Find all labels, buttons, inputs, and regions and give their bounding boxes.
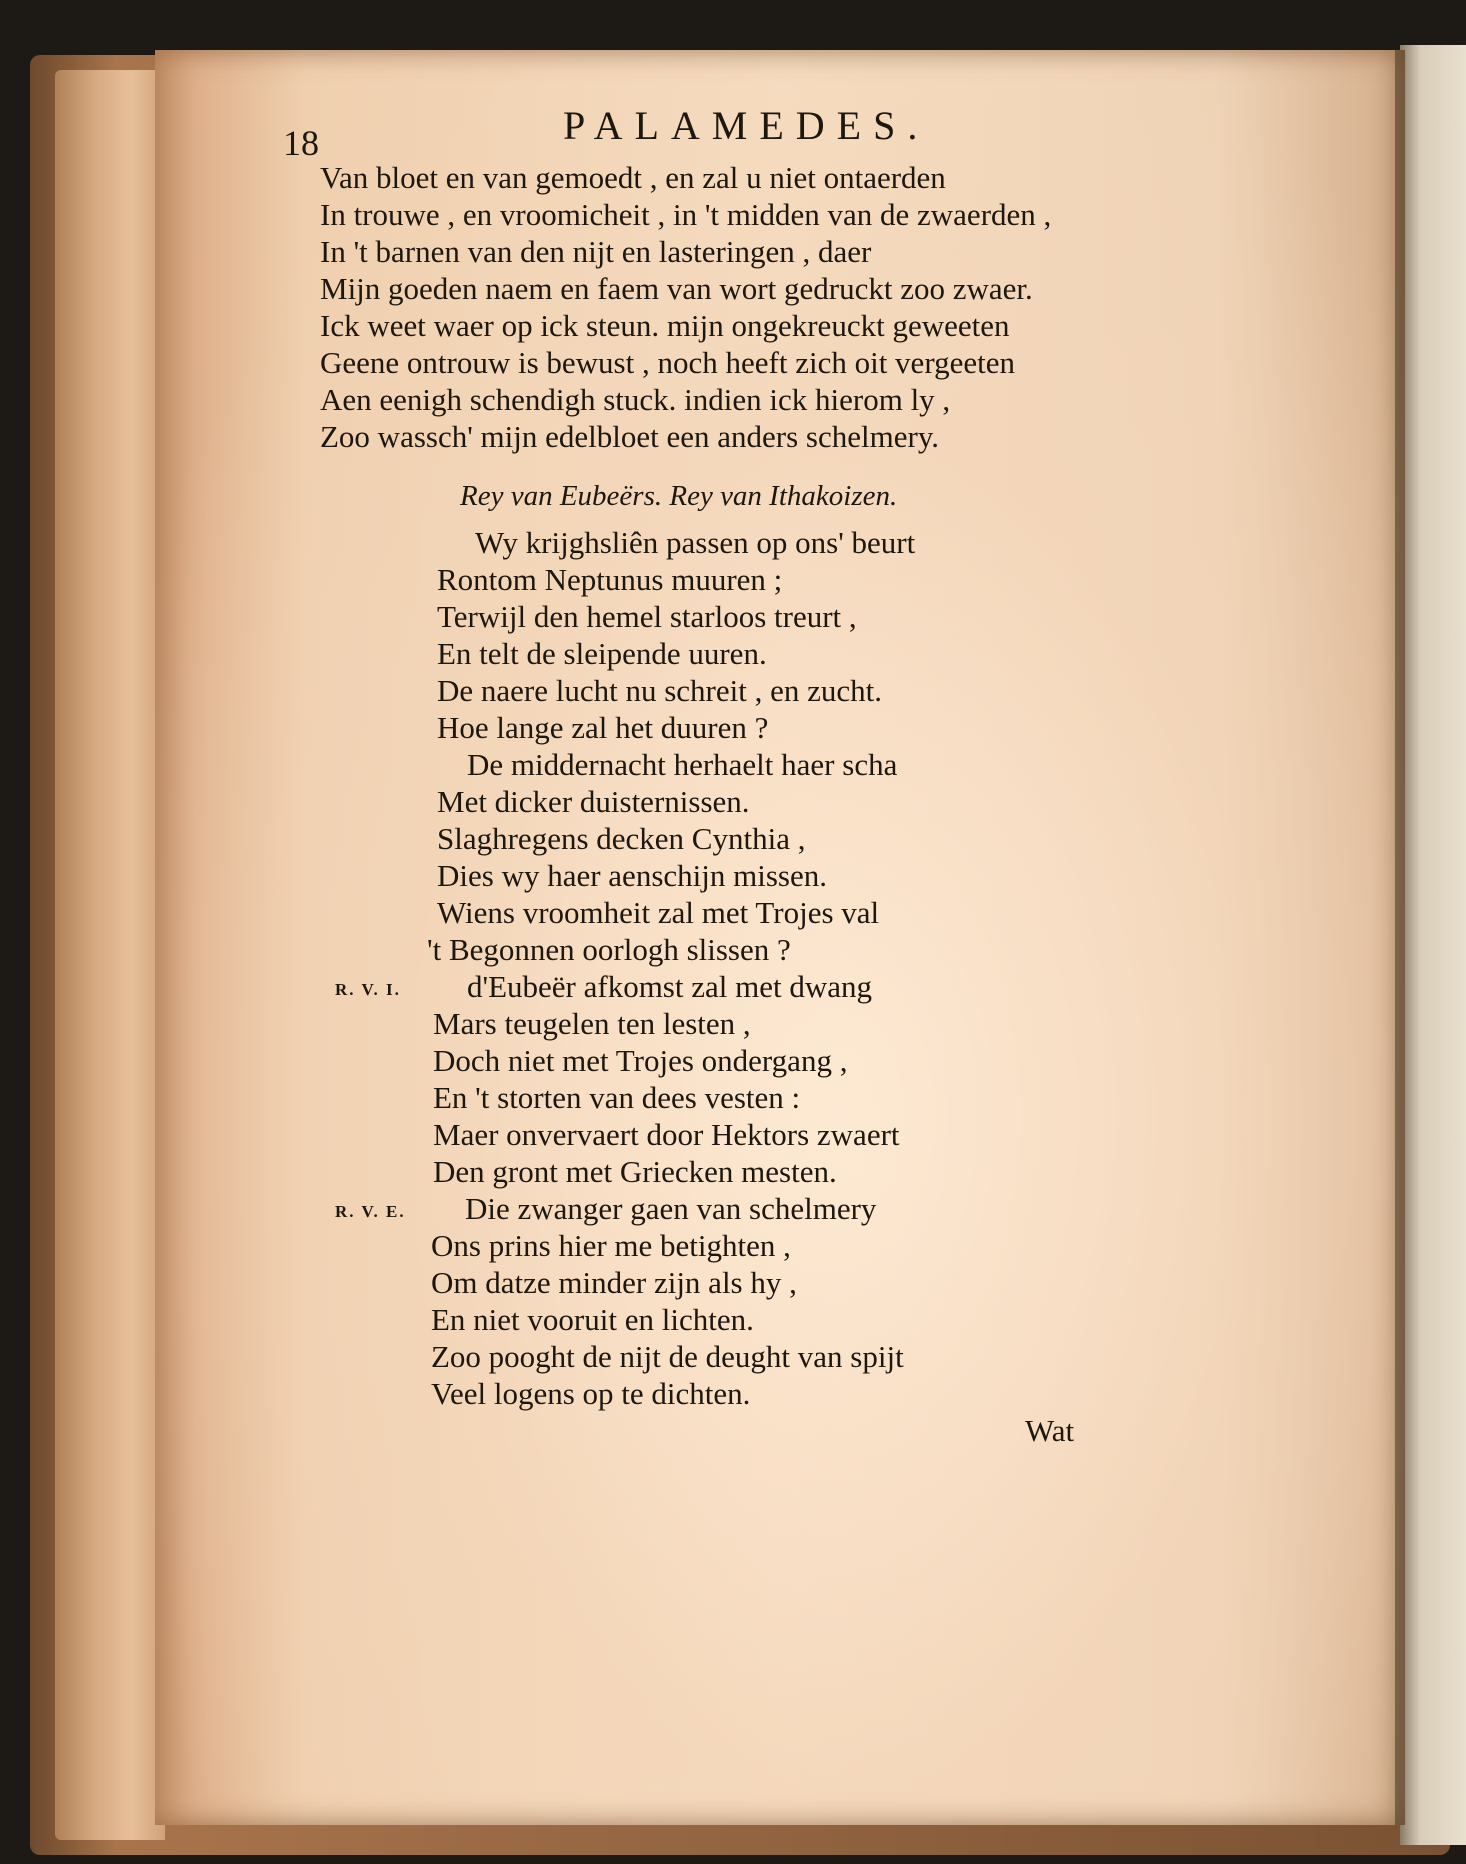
verse-line: Mijn goeden naem en faem van wort gedruckt zoo zwaer.	[320, 271, 1033, 306]
chorus-line: En telt de sleipende uuren.	[437, 636, 767, 671]
chorus-line: Dies wy haer aenschijn missen.	[437, 858, 827, 893]
stanza-line: Doch niet met Trojes ondergang ,	[433, 1043, 848, 1078]
chorus-line: Rontom Neptunus muuren ;	[437, 562, 783, 597]
stanza-line: Maer onvervaert door Hektors zwaert	[433, 1117, 900, 1152]
stanza-line: Den gront met Griecken mesten.	[433, 1154, 837, 1189]
verse-line: Ick weet waer op ick steun. mijn ongekreuckt geweeten	[320, 308, 1010, 343]
chorus-line: Wiens vroomheit zal met Trojes val	[437, 895, 880, 930]
verse-line: Van bloet en van gemoedt , en zal u niet ontaerden	[320, 160, 946, 195]
chorus-line: Hoe lange zal het duuren ?	[437, 710, 769, 745]
chorus-heading: Rey van Eubeërs. Rey van Ithakoizen.	[460, 480, 898, 512]
chorus-line: Terwijl den hemel starloos treurt ,	[437, 599, 857, 634]
chorus-line: De middernacht herhaelt haer scha	[467, 747, 898, 782]
running-head: PALAMEDES.	[563, 103, 930, 148]
verse-line: Geene ontrouw is bewust , noch heeft zich oit vergeeten	[320, 345, 1015, 380]
stanza-line: En 't storten van dees vesten :	[433, 1080, 801, 1115]
gutter-shadow	[1395, 50, 1405, 1825]
chorus-line: Met dicker duisternissen.	[437, 784, 750, 819]
catchword: Wat	[1025, 1413, 1075, 1448]
stanza-line: Die zwanger gaen van schelmery	[465, 1191, 877, 1226]
book-page	[155, 50, 1405, 1825]
page-edges	[55, 70, 165, 1840]
stanza-line: Om datze minder zijn als hy ,	[431, 1265, 797, 1300]
verse-line: Zoo wassch' mijn edelbloet een anders schelmery.	[320, 419, 940, 454]
stanza-line: Zoo pooght de nijt de deught van spijt	[431, 1339, 904, 1374]
stanza-line: Veel logens op te dichten.	[431, 1376, 751, 1411]
speaker-label: R. V. I.	[335, 980, 401, 999]
chorus-line: 't Begonnen oorlogh slissen ?	[427, 932, 791, 967]
verse-line: Aen eenigh schendigh stuck. indien ick hierom ly ,	[320, 382, 951, 417]
verse-line: In trouwe , en vroomicheit , in 't midden van de zwaerden ,	[320, 197, 1052, 232]
chorus-line: Slaghregens decken Cynthia ,	[437, 821, 806, 856]
speaker-label: R. V. E.	[335, 1202, 406, 1221]
chorus-line: De naere lucht nu schreit , en zucht.	[437, 673, 883, 708]
stanza-line: Mars teugelen ten lesten ,	[433, 1006, 751, 1041]
stanza-line: d'Eubeër afkomst zal met dwang	[467, 969, 872, 1004]
stanza-line: En niet vooruit en lichten.	[431, 1302, 754, 1337]
page-number: 18	[283, 123, 319, 163]
stanza-line: Ons prins hier me betighten ,	[431, 1228, 791, 1263]
facing-page	[1400, 45, 1466, 1845]
chorus-line: Wy krijghsliên passen op ons' beurt	[475, 525, 916, 560]
verse-line: In 't barnen van den nijt en lasteringen , daer	[320, 234, 872, 269]
